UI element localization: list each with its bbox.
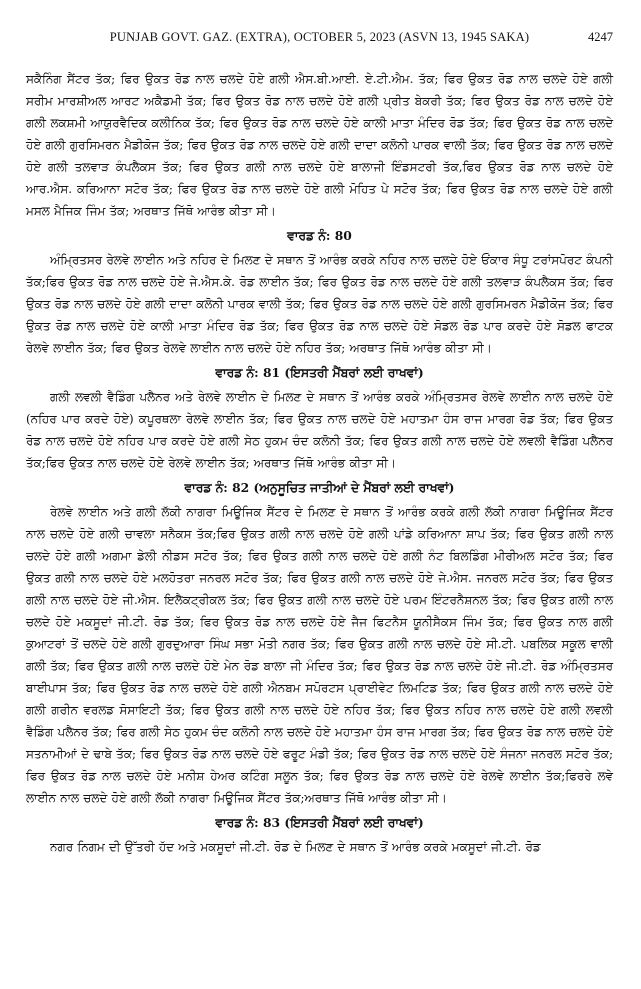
ward-80-text: ਅੰਮ੍ਰਿਤਸਰ ਰੇਲਵੇ ਲਾਈਨ ਅਤੇ ਨਹਿਰ ਦੇ ਮਿਲਣ ਦੇ ਸਥਾਨ ਤੋਂ ਆਰੰਭ ਕਰਕੇ ਨਹਿਰ ਨਾਲ ਚਲਦੇ ਹੋਏ ਓਂਕਾਰ ਸੰਧੂ ਟਰਾਂਸਪੋਰਟ ਕੰਪਨੀ ਤੱਕ;ਫਿਰ ਉਕਤ ਰੋਡ ਨਾਲ ਚਲਦੇ ਹੋਏ ਜੇ.ਐਸ.ਕੇ. ਰੋਡ ਲਾਈਨ ਤੱਕ; ਫਿਰ ਉਕਤ ਰੋਡ ਨਾਲ ਚਲਦੇ ਹੋਏ ਗਲੀ ਤਲਵਾੜ ਕੰਪਲੈਕਸ ਤੱਕ; ਫਿਰ ਉਕਤ ਰੋਡ ਨਾਲ ਚਲਦੇ ਹੋਏ ਗਲੀ ਦਾਦਾ ਕਲੋਨੀ ਪਾਰਕ ਵਾਲੀ ਤੱਕ; ਫਿਰ ਉਕਤ ਰੋਡ ਨਾਲ ਚਲਦੇ ਹੋਏ ਗਲੀ ਗੁਰਸਿਮਰਨ ਮੈਡੀਕੋਜ ਤੱਕ; ਫਿਰ ਉਕਤ ਰੋਡ ਨਾਲ ਚਲਦੇ ਹੋਏ ਕਾਲੀ ਮਾਤਾ ਮੰਦਿਰ ਰੋਡ ਤੱਕ; ਫਿਰ ਉਕਤ ਰੋਡ ਨਾਲ ਚਲਦੇ ਹੋਏ ਸੋਡਲ ਰੋਡ ਪਾਰ ਕਰਦੇ ਹੋਏ ਸੋਡਲ ਫਾਟਕ ਰੇਲਵੇ ਲਾਈਨ ਤੱਕ; ਫਿਰ ਉਕਤ ਰੇਲਵੇ ਲਾਈਨ ਨਾਲ ਚਲਦੇ ਹੋਏ ਨਹਿਰ ਤੱਕ; ਅਰਥਾਤ ਜਿੱਥੋ ਆਰੰਭ ਕੀਤਾ ਸੀ।	[26, 253, 613, 355]
ward-81-text: ਗਲੀ ਲਵਲੀ ਵੈਡਿੰਗ ਪਲੈਨਰ ਅਤੇ ਰੇਲਵੇ ਲਾਈਨ ਦੇ ਮਿਲਣ ਦੇ ਸਥਾਨ ਤੋਂ ਆਰੰਭ ਕਰਕੇ ਅੰਮ੍ਰਿਤਸਰ ਰੇਲਵੇ ਲਾਈਨ ਨਾਲ ਚਲਦੇ ਹੋਏ (ਨਹਿਰ ਪਾਰ ਕਰਦੇ ਹੋਏ) ਕਪੂਰਥਲਾ ਰੇਲਵੇ ਲਾਈਨ ਤੱਕ; ਫਿਰ ਉਕਤ ਨਾਲ ਚਲਦੇ ਹੋਏ ਮਹਾਤਮਾ ਹੰਸ ਰਾਜ ਮਾਰਗ ਰੋਡ ਤੱਕ; ਫਿਰ ਉਕਤ ਰੋਡ ਨਾਲ ਚਲਦੇ ਹੋਏ ਨਹਿਰ ਪਾਰ ਕਰਦੇ ਹੋਏ ਗਲੀ ਸੇਠ ਹੁਕਮ ਚੰਦ ਕਲੋਨੀ ਤੱਕ; ਫਿਰ ਉਕਤ ਗਲੀ ਨਾਲ ਚਲਦੇ ਹੋਏ ਲਵਲੀ ਵੈਡਿੰਗ ਪਲੈਨਰ ਤੱਕ;ਫਿਰ ਉਕਤ ਨਾਲ ਚਲਦੇ ਹੋਏ ਰੇਲਵੇ ਲਾਈਨ ਤੱਕ; ਅਰਥਾਤ ਜਿੱਥੋ ਆਰੰਭ ਕੀਤਾ ਸੀ।	[26, 390, 613, 470]
ward-82-text: ਰੇਲਵੇ ਲਾਈਨ ਅਤੇ ਗਲੀ ਲੱਕੀ ਨਾਗਰਾ ਮਿਊਜਿਕ ਸੈਂਟਰ ਦੇ ਮਿਲਣ ਦੇ ਸਥਾਨ ਤੋਂ ਆਰੰਭ ਕਰਕੇ ਗਲੀ ਲੱਕੀ ਨਾਗਰਾ ਮਿਊਜਿਕ ਸੈਂਟਰ ਨਾਲ ਚਲਦੇ ਹੋਏ ਗਲੀ ਚਾਵਲਾ ਸਨੈਕਸ ਤੱਕ;ਫਿਰ ਉਕਤ ਗਲੀ ਨਾਲ ਚਲਦੇ ਹੋਏ ਗਲੀ ਪਾਂਡੇ ਕਰਿਆਨਾ ਸ਼ਾਪ ਤੱਕ; ਫਿਰ ਉਕਤ ਗਲੀ ਨਾਲ ਚਲਦੇ ਹੋਏ ਗਲੀ ਅਗਮਾ ਡੇਲੀ ਨੀਡਸ ਸਟੋਰ ਤੱਕ; ਫਿਰ ਉਕਤ ਗਲੀ ਨਾਲ ਚਲਦੇ ਹੋਏ ਗਲੀ ਨੰਟ ਬਿਲਡਿੰਗ ਮੀਰੀਅਲ ਸਟੋਰ ਤੱਕ; ਫਿਰ ਉਕਤ ਗਲੀ ਨਾਲ ਚਲਦੇ ਹੋਏ ਮਲਹੋਤਰਾ ਜਨਰਲ ਸਟੋਰ ਤੱਕ; ਫਿਰ ਉਕਤ ਗਲੀ ਨਾਲ ਚਲਦੇ ਹੋਏ ਜੇ.ਐਸ. ਜਨਰਲ ਸਟੋਰ ਤੱਕ; ਫਿਰ ਉਕਤ ਗਲੀ ਨਾਲ ਚਲਦੇ ਹੋਏ ਜੀ.ਐਸ. ਇਲੈਕਟ੍ਰੀਕਲ ਤੱਕ; ਫਿਰ ਉਕਤ ਗਲੀ ਨਾਲ ਚਲਦੇ ਹੋਏ ਪਰਮ ਇੰਟਰਨੈਸ਼ਨਲ ਤੱਕ; ਫਿਰ ਉਕਤ ਗਲੀ ਨਾਲ ਚਲਦੇ ਹੋਏ ਮਕਸੂਦਾਂ ਜੀ.ਟੀ. ਰੋਡ ਤੱਕ; ਫਿਰ ਉਕਤ ਰੋਡ ਨਾਲ ਚਲਦੇ ਹੋਏ ਜੈਜ ਫਿਟਨੈਸ ਯੂਨੀਸੈਕਸ ਜਿੰਮ ਤੱਕ; ਫਿਰ ਉਕਤ ਨਾਲ ਗਲੀ ਕੁਆਟਰਾਂ ਤੋਂ ਚਲਦੇ ਹੋਏ ਗਲੀ ਗੁਰਦੁਆਰਾ ਸਿੰਘ ਸਭਾ ਮੋਤੀ ਨਗਰ ਤੱਕ; ਫਿਰ ਉਕਤ ਗਲੀ ਨਾਲ ਚਲਦੇ ਹੋਏ ਸੀ.ਟੀ. ਪਬਲਿਕ ਸਕੂਲ ਵਾਲੀ ਗਲੀ ਤੱਕ; ਫਿਰ ਉਕਤ ਗਲੀ ਨਾਲ ਚਲਦੇ ਹੋਏ ਮੇਨ ਰੋਡ ਬਾਲਾ ਜੀ ਮੰਦਿਰ ਤੱਕ; ਫਿਰ ਉਕਤ ਰੋਡ ਨਾਲ ਚਲਦੇ ਹੋਏ ਜੀ.ਟੀ. ਰੋਡ ਅੰਮ੍ਰਿਤਸਰ ਬਾਈਪਾਸ ਤੱਕ; ਫਿਰ ਉਕਤ ਰੋਡ ਨਾਲ ਚਲਦੇ ਹੋਏ ਗਲੀ ਐਨਬਮ ਸਪੋਰਟਸ ਪ੍ਰਾਈਵੇਟ ਲਿਮਟਿਡ ਤੱਕ; ਫਿਰ ਉਕਤ ਗਲੀ ਨਾਲ ਚਲਦੇ ਹੋਏ ਗਲੀ ਗਰੀਨ ਵਰਲਡ ਸੋਸਾਇਟੀ ਤੱਕ; ਫਿਰ ਉਕਤ ਗਲੀ ਨਾਲ ਚਲਦੇ ਹੋਏ ਨਹਿਰ ਤੱਕ; ਫਿਰ ਉਕਤ ਨਹਿਰ ਨਾਲ ਚਲਦੇ ਹੋਏ ਗਲੀ ਲਵਲੀ ਵੈਡਿੰਗ ਪਲੈਨਰ ਤੱਕ; ਫਿਰ ਗਲੀ ਸੇਠ ਹੁਕਮ ਚੰਦ ਕਲੋਨੀ ਨਾਲ ਚਲਦੇ ਹੋਏ ਮਹਾਤਮਾ ਹੰਸ ਰਾਜ ਮਾਰਗ ਤੱਕ; ਫਿਰ ਉਕਤ ਰੋਡ ਨਾਲ ਚਲਦੇ ਹੋਏ ਸਤਨਾਮੀਆਂ ਦੇ ਢਾਬੇ ਤੱਕ; ਫਿਰ ਉਕਤ ਰੋਡ ਨਾਲ ਚਲਦੇ ਹੋਏ ਫਰੂਟ ਮੰਡੀ ਤੱਕ; ਫਿਰ ਉਕਤ ਰੋਡ ਨਾਲ ਚਲਦੇ ਹੋਏ ਸੰਜਨਾ ਜਨਰਲ ਸਟੋਰ ਤੱਕ; ਫਿਰ ਉਕਤ ਰੋਡ ਨਾਲ ਚਲਦੇ ਹੋਏ ਮਨੀਸ਼ ਹੇਅਰ ਕਟਿੰਗ ਸਲੂਨ ਤੱਕ; ਫਿਰ ਉਕਤ ਰੋਡ ਨਾਲ ਚਲਦੇ ਹੋਏ ਰੇਲਵੇ ਲਾਈਨ ਤੱਕ;ਫਿਰਰੇ ਲਵੇ ਲਾਈਨ ਨਾਲ ਚਲਦੇ ਹੋਏ ਗਲੀ ਲੱਕੀ ਨਾਗਰਾ ਮਿਊਜਿਕ ਸੈਂਟਰ ਤੱਕ;ਅਰਥਾਤ ਜਿੱਥੋ ਆਰੰਭ ਕੀਤਾ ਸੀ।	[26, 505, 614, 805]
ward-79-continuation-text: ਸਕੈਨਿੰਗ ਸੈਂਟਰ ਤੱਕ; ਫਿਰ ਉਕਤ ਰੋਡ ਨਾਲ ਚਲਦੇ ਹੋਏ ਗਲੀ ਐਸ.ਬੀ.ਆਈ. ਏ.ਟੀ.ਐਮ. ਤੱਕ; ਫਿਰ ਉਕਤ ਰੋਡ ਨਾਲ ਚਲਦੇ ਹੋਏ ਗਲੀ ਸਰੀਮ ਮਾਰਸ਼ੀਅਲ ਆਰਟ ਅਕੈਡਮੀ ਤੱਕ; ਫਿਰ ਉਕਤ ਰੋਡ ਨਾਲ ਚਲਦੇ ਹੋਏ ਗਲੀ ਪ੍ਰੀਤ ਬੇਕਰੀ ਤੱਕ; ਫਿਰ ਉਕਤ ਰੋਡ ਨਾਲ ਚਲਦੇ ਹੋਏ ਗਲੀ ਲਕਸ਼ਮੀ ਆਯੁਰਵੈਦਿਕ ਕਲੀਨਿਕ ਤੱਕ; ਫਿਰ ਉਕਤ ਰੋਡ ਨਾਲ ਚਲਦੇ ਹੋਏ ਕਾਲੀ ਮਾਤਾ ਮੰਦਿਰ ਰੋਡ ਤੱਕ; ਫਿਰ ਉਕਤ ਰੋਡ ਨਾਲ ਚਲਦੇ ਹੋਏ ਗਲੀ ਗੁਰਸਿਮਰਨ ਮੈਡੀਕੋਜ ਤੱਕ; ਫਿਰ ਉਕਤ ਰੋਡ ਨਾਲ ਚਲਦੇ ਹੋਏ ਗਲੀ ਦਾਦਾ ਕਲੋਨੀ ਪਾਰਕ ਵਾਲੀ ਤੱਕ; ਫਿਰ ਉਕਤ ਰੋਡ ਨਾਲ ਚਲਦੇ ਹੋਏ ਗਲੀ ਤਲਵਾੜ ਕੰਪਲੈਕਸ ਤੱਕ; ਫਿਰ ਉਕਤ ਗਲੀ ਨਾਲ ਚਲਦੇ ਹੋਏ ਬਾਲਾਜੀ ਇੰਡਸਟਰੀ ਤੱਕ,ਫਿਰ ਉਕਤ ਰੋਡ ਨਾਲ ਚਲਦੇ ਹੋਏ ਆਰ.ਐਸ. ਕਰਿਆਨਾ ਸਟੋਰ ਤੱਕ; ਫਿਰ ਉਕਤ ਰੋਡ ਨਾਲ ਚਲਦੇ ਹੋਏ ਗਲੀ ਮੋਹਿਤ ਪੇ ਸਟੋਰ ਤੱਕ; ਫਿਰ ਉਕਤ ਰੋਡ ਨਾਲ ਚਲਦੇ ਹੋਏ ਗਲੀ ਮਸਲ ਮੈਜਿਕ ਜਿੰਮ ਤੱਕ; ਅਰਥਾਤ ਜਿੱਥੋ ਆਰੰਭ ਕੀਤਾ ਸੀ।	[26, 72, 613, 218]
page-header	[26, 30, 613, 52]
page-number: 4247	[588, 30, 613, 44]
ward-80-heading: ਵਾਰਡ ਨੰ: 80	[287, 228, 352, 243]
ward-83-text: ਨਗਰ ਨਿਗਮ ਦੀ ਉੱਤਰੀ ਹੱਦ ਅਤੇ ਮਕਸੂਦਾਂ ਜੀ.ਟੀ. ਰੋਡ ਦੇ ਮਿਲਣ ਦੇ ਸਥਾਨ ਤੋਂ ਆਰੰਭ ਕਰਕੇ ਮਕਸੂਦਾਂ ਜੀ.ਟੀ. ਰੋਡ	[50, 840, 541, 854]
ward-83-heading: ਵਾਰਡ ਨੰ: 83 (ਇਸਤਰੀ ਮੈਂਬਰਾਂ ਲਈ ਰਾਖਵਾਂ)	[215, 815, 424, 830]
document-body	[26, 68, 613, 858]
ward-81-heading: ਵਾਰਡ ਨੰ: 81 (ਇਸਤਰੀ ਮੈਂਬਰਾਂ ਲਈ ਰਾਖਵਾਂ)	[215, 365, 424, 380]
ward-82-heading: ਵਾਰਡ ਨੰ: 82 (ਅਨੁਸੂਚਿਤ ਜਾਤੀਆਂ ਦੇ ਮੈਂਬਰਾਂ ਲਈ ਰਾਖਵਾਂ)	[184, 480, 455, 495]
gazette-title: PUNJAB GOVT. GAZ. (EXTRA), OCTOBER 5, 2023 (ASVN 13, 1945 SAKA)	[109, 30, 530, 44]
